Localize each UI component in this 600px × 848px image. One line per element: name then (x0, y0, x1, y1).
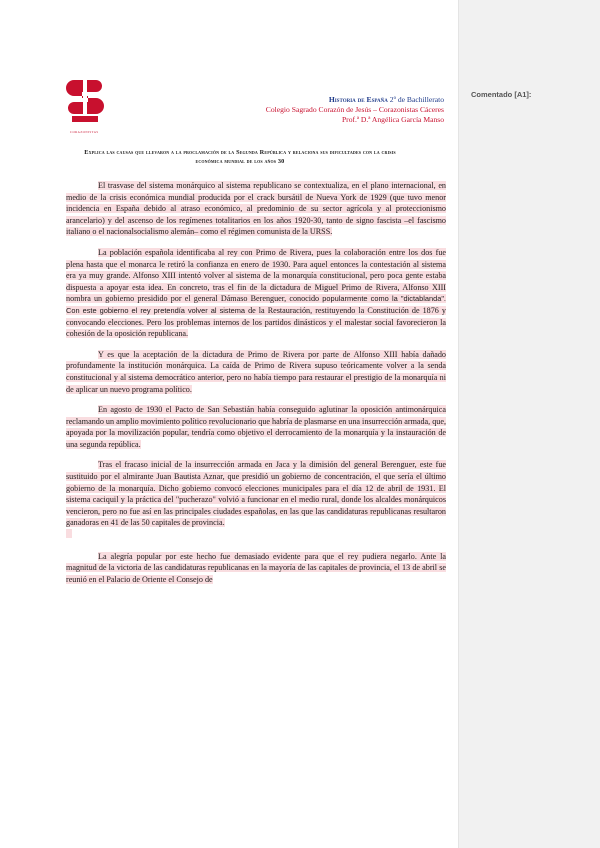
highlighted-text[interactable]: Tras el fracaso inicial de la insurrección armada en Jaca y la dimisión del general Berenguer, este fue sustituido por el almirante Juan Bautista Aznar, que presidió un gobierno de concentración, el que sería el último gobierno de la monarquía. Dicho gobierno convocó elecciones municipales para el día 12 de abril de 1931. El sistema caciquil y la práctica del "pucherazo" volvió a funcionar en el medio rural, donde los alcaldes monárquicos vencieron, pero no fue así en las principales ciudades españolas, en las que las candidaturas republicanas resultaron ganadoras en 41 de las 50 capitales de provincia. (66, 460, 446, 528)
header-level: 2º de Bachillerato (387, 95, 444, 104)
comment-pane (458, 0, 600, 848)
highlighted-text[interactable]: Y es que la aceptación de la dictadura de Primo de Rivera por parte de Alfonso XIII había dañado profundamente la institución monárquica. La caída de Primo de Rivera supuso teóricamente volver a la senda constitucional y al sistema democrático anterior, pero no había tiempo para restaurar el prestigio de la monarquía ni de aplicar un nuevo programa político. (66, 349, 446, 394)
header-teacher: Prof.ª D.ª Angélica García Manso (341, 115, 444, 124)
highlighted-text[interactable]: La alegría popular por este hecho fue demasiado evidente para que el rey pudiera negarlo. Ante la magnitud de la victoria de las candidaturas republicanas en la mayoría de las capitales de provincia, el 13 de abril se reunió en el Palacio de Oriente el Consejo de (66, 551, 446, 584)
highlighted-text[interactable]: El trasvase del sistema monárquico al sistema republicano se contextualiza, en el plano internacional, en medio de la crisis económica mundial producida por el crack bursátil de Nueva York de 1929 (que tuvo menor incidencia en España debido al atraso económico, al predominio de su sector agrícola y al proteccionismo arancelario) y del ascenso de los regímenes totalitarios en los años 1920-30, tanto de signo fascista –el fascismo italiano o el nacionalsocialismo alemán– como el régimen comunista de la URSS. (66, 181, 446, 237)
empty-highlight-mark (66, 529, 72, 538)
highlighted-text[interactable]: de la Restauración, restituyendo la Constitución de 1876 y convocando elecciones. Pero los problemas internos de los partidos dinásticos y el malestar social favorecieron la cohesión de la oposición republicana. (66, 305, 446, 339)
essay-body (66, 180, 446, 594)
highlighted-text[interactable]: En agosto de 1930 el Pacto de San Sebastián había conseguido aglutinar la oposición antimonárquica reclamando un amplio movimiento político revolucionario que habría de plasmarse en una insurrección armada, que, apoyada por la movilización popular, tendría como objetivo el derrocamiento de la monarquía y la instauración de una segunda república. (66, 405, 446, 449)
paragraph-3 (66, 349, 446, 395)
exercise-title: Explica las causas que llevaron a la proclamación de la Segunda República y relaciona sus dificultades con la crisis económica mundial de los años 30 (84, 149, 396, 165)
document-header (184, 95, 444, 125)
header-subject: Historia de España (328, 95, 388, 104)
logo-caption: CORAZONISTAS (70, 130, 99, 134)
paragraph-5 (66, 459, 446, 541)
highlighted-text-sans[interactable]: popularmente como la "dictablanda". Con este gobierno el rey pretendía volver al sistema (66, 294, 446, 315)
highlighted-text[interactable]: La población española identificaba al rey con Primo de Rivera, pues la colaboración entre los dos fue plena hasta que el monarca le retiró la confianza en enero de 1930. Para aquel entonces la contestación al sistema era ya muy grande. Alfonso XIII intentó volver al sistema de la monarquía constitucional, pero poca gente estaba dispuesta a apoyar esta idea. En concreto, tras el fin de la dictadura de Miguel Primo de Rivera, Alfonso XIII nombra un gobierno presidido por el general Dámaso Berenguer, conocido (66, 247, 446, 304)
paragraph-2 (66, 247, 446, 340)
paragraph-4 (66, 404, 446, 450)
paragraph-1 (66, 180, 446, 238)
paragraph-6 (66, 551, 446, 586)
school-logo-icon (66, 76, 104, 138)
comment-label[interactable]: Comentado [A1]: (471, 90, 532, 99)
header-course (184, 95, 444, 105)
header-school: Colegio Sagrado Corazón de Jesús – Corazonistas Cáceres (265, 105, 444, 114)
